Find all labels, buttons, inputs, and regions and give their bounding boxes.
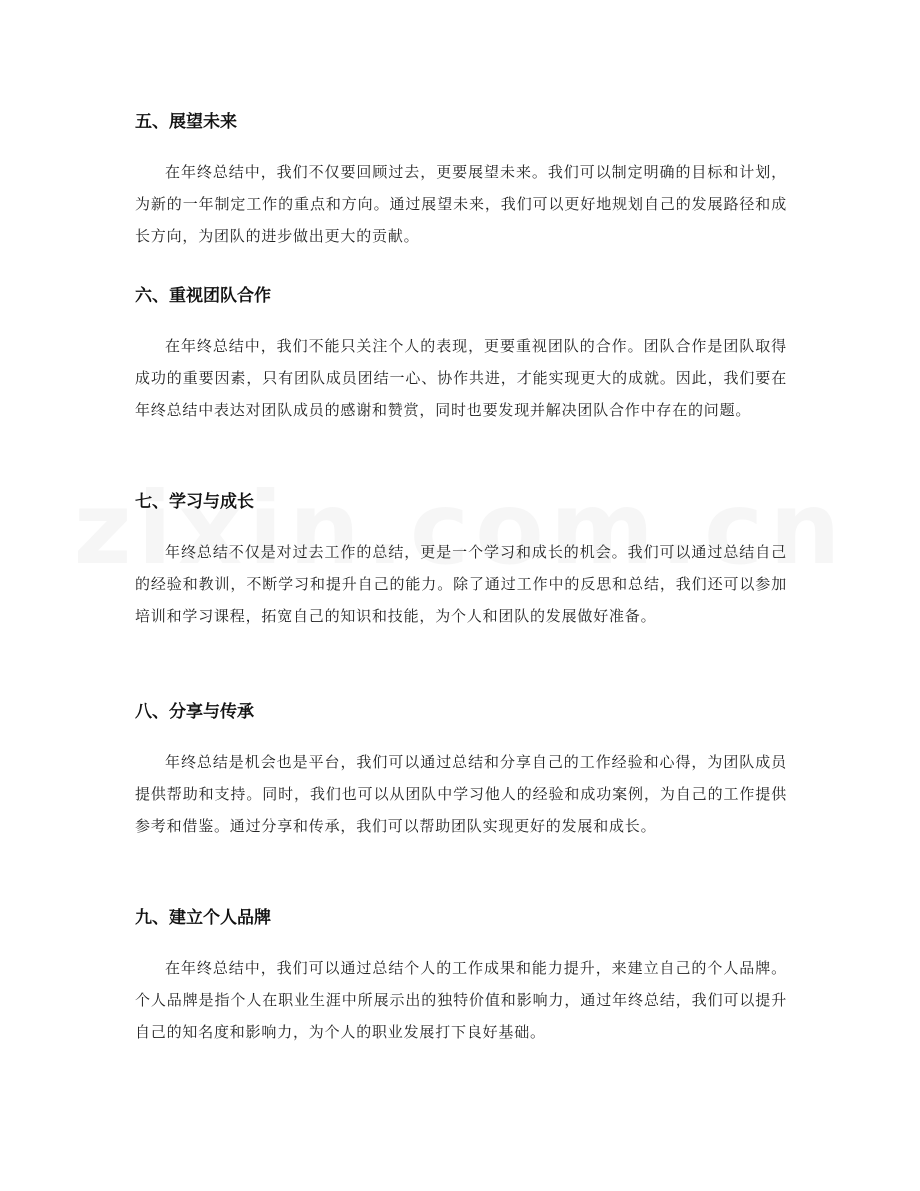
section-heading: 九、建立个人品牌 [135,908,271,928]
section-heading: 七、学习与成长 [135,492,254,512]
section-paragraph: 在年终总结中，我们可以通过总结个人的工作成果和能力提升，来建立自己的个人品牌。个人品牌是指个人在职业生涯中所展示出的独特价值和影响力，通过年终总结，我们可以提升自己的知名度和影响力，为个人的职业发展打下良好基础。 [135,959,787,1041]
section-heading: 五、展望未来 [135,112,237,132]
section-paragraph: 年终总结是机会也是平台，我们可以通过总结和分享自己的工作经验和心得，为团队成员提供帮助和支持。同时，我们也可以从团队中学习他人的经验和成功案例，为自己的工作提供参考和借鉴。通过分享和传承，我们可以帮助团队实现更好的发展和成长。 [135,753,787,835]
section-heading: 八、分享与传承 [135,702,254,722]
section-heading: 六、重视团队合作 [135,286,271,306]
section-5 [135,110,787,252]
section-9 [135,906,787,1048]
section-paragraph: 年终总结不仅是对过去工作的总结，更是一个学习和成长的机会。我们可以通过总结自己的经验和教训，不断学习和提升自己的能力。除了通过工作中的反思和总结，我们还可以参加培训和学习课程，拓宽自己的知识和技能，为个人和团队的发展做好准备。 [135,543,787,625]
section-paragraph: 在年终总结中，我们不能只关注个人的表现，更要重视团队的合作。团队合作是团队取得成功的重要因素，只有团队成员团结一心、协作共进，才能实现更大的成就。因此，我们要在年终总结中表达对团队成员的感谢和赞赏，同时也要发现并解决团队合作中存在的问题。 [135,337,787,419]
section-7 [135,490,787,632]
section-paragraph: 在年终总结中，我们不仅要回顾过去，更要展望未来。我们可以制定明确的目标和计划，为新的一年制定工作的重点和方向。通过展望未来，我们可以更好地规划自己的发展路径和成长方向，为团队的进步做出更大的贡献。 [135,163,787,245]
section-8 [135,700,787,842]
section-6 [135,284,787,426]
